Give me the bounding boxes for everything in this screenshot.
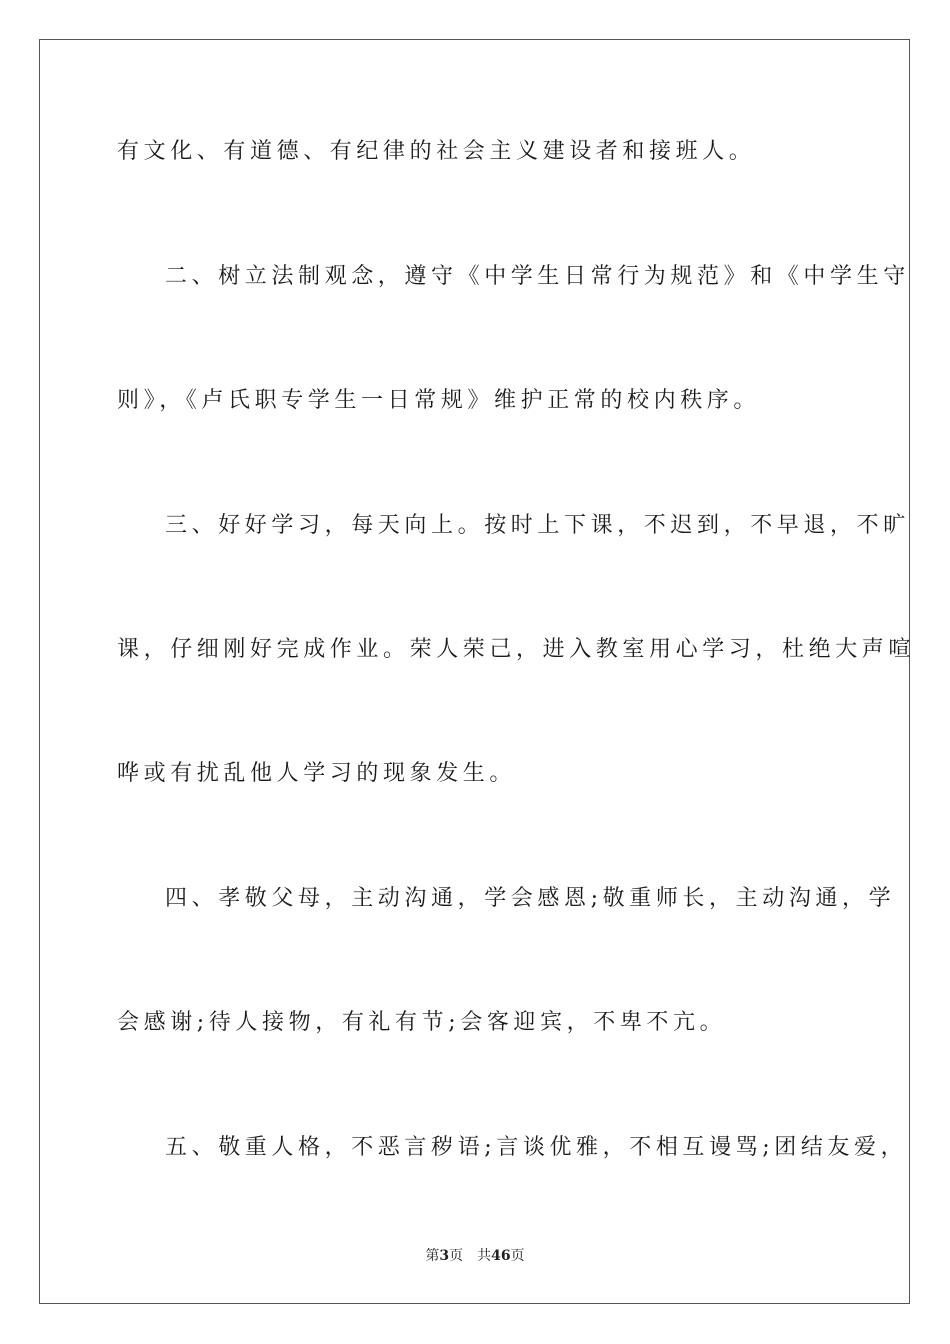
paragraph-line: 哗或有扰乱他人学习的现象发生。 [117,761,517,786]
page-number: 3 [439,1248,450,1264]
paragraph-line: 二、树立法制观念，遵守《中学生日常行为规范》和《中学生守 [165,264,910,289]
paragraph-line: 四、孝敬父母，主动沟通，学会感恩;敬重师长，主动沟通，学 [165,886,896,911]
total-suffix: 页 [510,1248,525,1264]
paragraph-line: 三、好好学习，每天向上。按时上下课，不迟到，不早退，不旷 [165,513,910,538]
paragraph-line: 会感谢;待人接物，有礼有节;会客迎宾，不卑不亢。 [117,1010,727,1035]
paragraph-line: 五、敬重人格，不恶言秽语;言谈优雅，不相互谩骂;团结友爱， [165,1135,908,1160]
page-suffix: 页 [449,1248,464,1264]
page-footer [0,1245,950,1265]
page-border [39,39,910,1304]
total-pages: 46 [491,1248,511,1264]
page-prefix: 第 [425,1248,440,1264]
paragraph-line: 有文化、有道德、有纪律的社会主义建设者和接班人。 [117,139,756,164]
total-prefix: 共 [477,1248,492,1264]
paragraph-line: 课，仔细刚好完成作业。荣人荣己，进入教室用心学习，杜绝大声喧 [117,637,916,662]
paragraph-line: 则》，《卢氏职专学生一日常规》维护正常的校内秩序。 [117,388,761,413]
